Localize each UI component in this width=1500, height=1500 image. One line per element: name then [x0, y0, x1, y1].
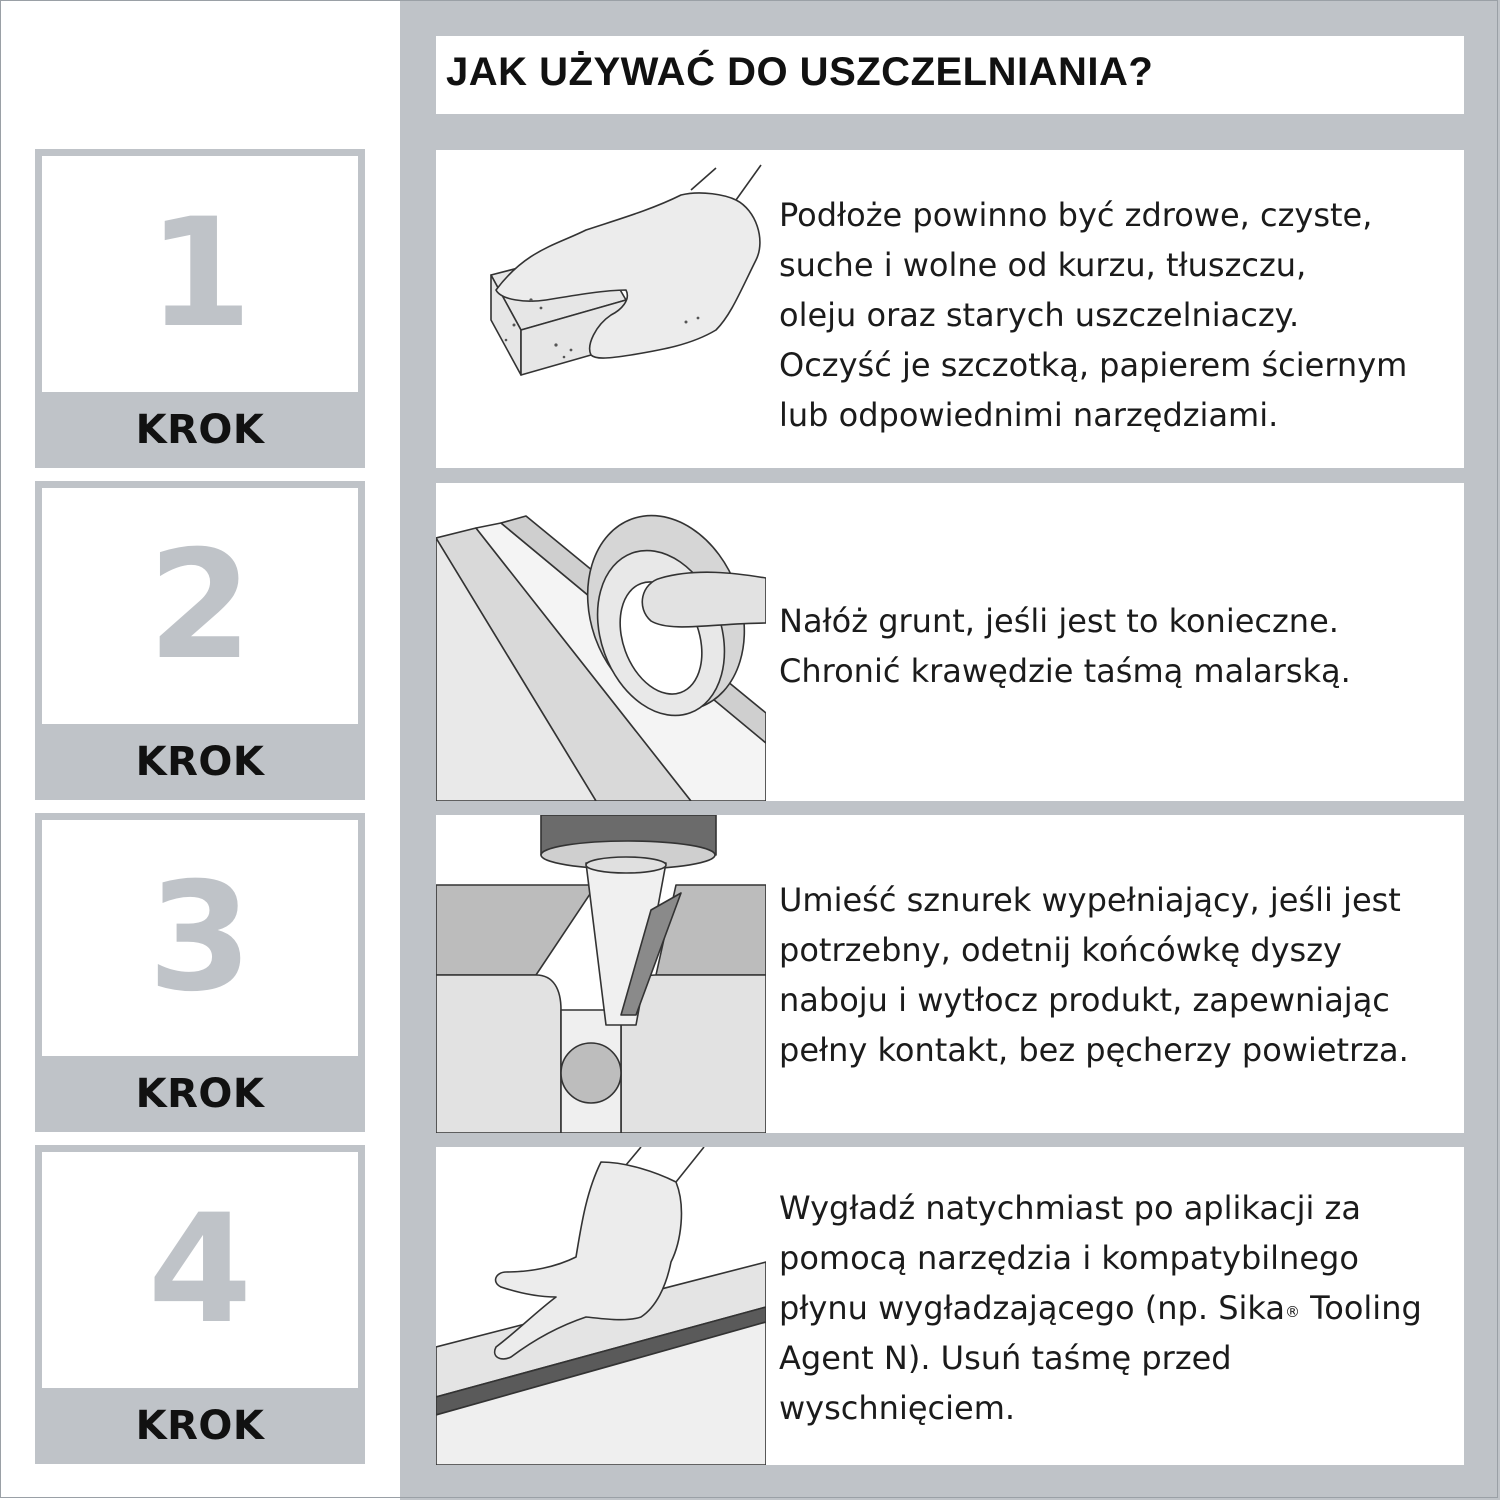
step-3-card — [436, 815, 1464, 1133]
step-2-text: Nałóż grunt, jeśli jest to konieczne. Chronić krawędzie taśmą malarską. — [779, 602, 1351, 690]
step-2-label: KROK — [135, 739, 265, 785]
step-1-number: 1 — [147, 187, 253, 361]
title-box — [436, 36, 1464, 114]
step-1-card — [436, 150, 1464, 468]
step-3-text: Umieść sznurek wypełniający, jeśli jest potrzebny, odetnij końcówkę dyszy naboju i wytłocz produkt, zapewniając pełny kontakt, bez pęcherzy powietrza. — [779, 881, 1409, 1069]
registered-mark: ® — [1284, 1303, 1300, 1321]
step-4-text-part-1: Wygładź natychmiast po aplikacji za pomocą narzędzia i kompatybilnego płynu wygładzającego (np. Sika — [779, 1189, 1361, 1327]
step-3-label: KROK — [135, 1071, 265, 1117]
step-4-label: KROK — [135, 1403, 265, 1449]
step-2-number: 2 — [147, 519, 253, 693]
step-3-box — [35, 813, 365, 1132]
step-2-box — [35, 481, 365, 800]
hand-smoothing-sealant-illustration — [436, 1147, 766, 1465]
page-title: JAK UŻYWAĆ DO USZCZELNIANIA? — [446, 50, 1154, 94]
step-3-number: 3 — [147, 851, 253, 1025]
masking-tape-roll-illustration — [436, 483, 766, 801]
step-4-card — [436, 1147, 1464, 1465]
step-4-number: 4 — [147, 1183, 253, 1357]
step-4-text — [779, 1183, 1459, 1433]
step-1-text: Podłoże powinno być zdrowe, czyste, suche i wolne od kurzu, tłuszczu, oleju oraz starych uszczelniaczy. Oczyść je szczotką, papierem ściernym lub odpowiednimi narzędziami. — [779, 196, 1408, 434]
step-4-box — [35, 1145, 365, 1464]
step-3-number-area — [42, 820, 358, 1056]
step-1-number-area — [42, 156, 358, 392]
step-1-box — [35, 149, 365, 468]
step-2-card — [436, 483, 1464, 801]
hand-sanding-brick-illustration — [436, 150, 766, 468]
step-4-number-area — [42, 1152, 358, 1388]
step-4-text-part-2: Tooling Agent N). Usuń taśmę przed wyschnięciem. — [779, 1289, 1422, 1427]
step-1-label: KROK — [135, 407, 265, 453]
step-2-number-area — [42, 488, 358, 724]
cartridge-nozzle-joint-illustration — [436, 815, 766, 1133]
